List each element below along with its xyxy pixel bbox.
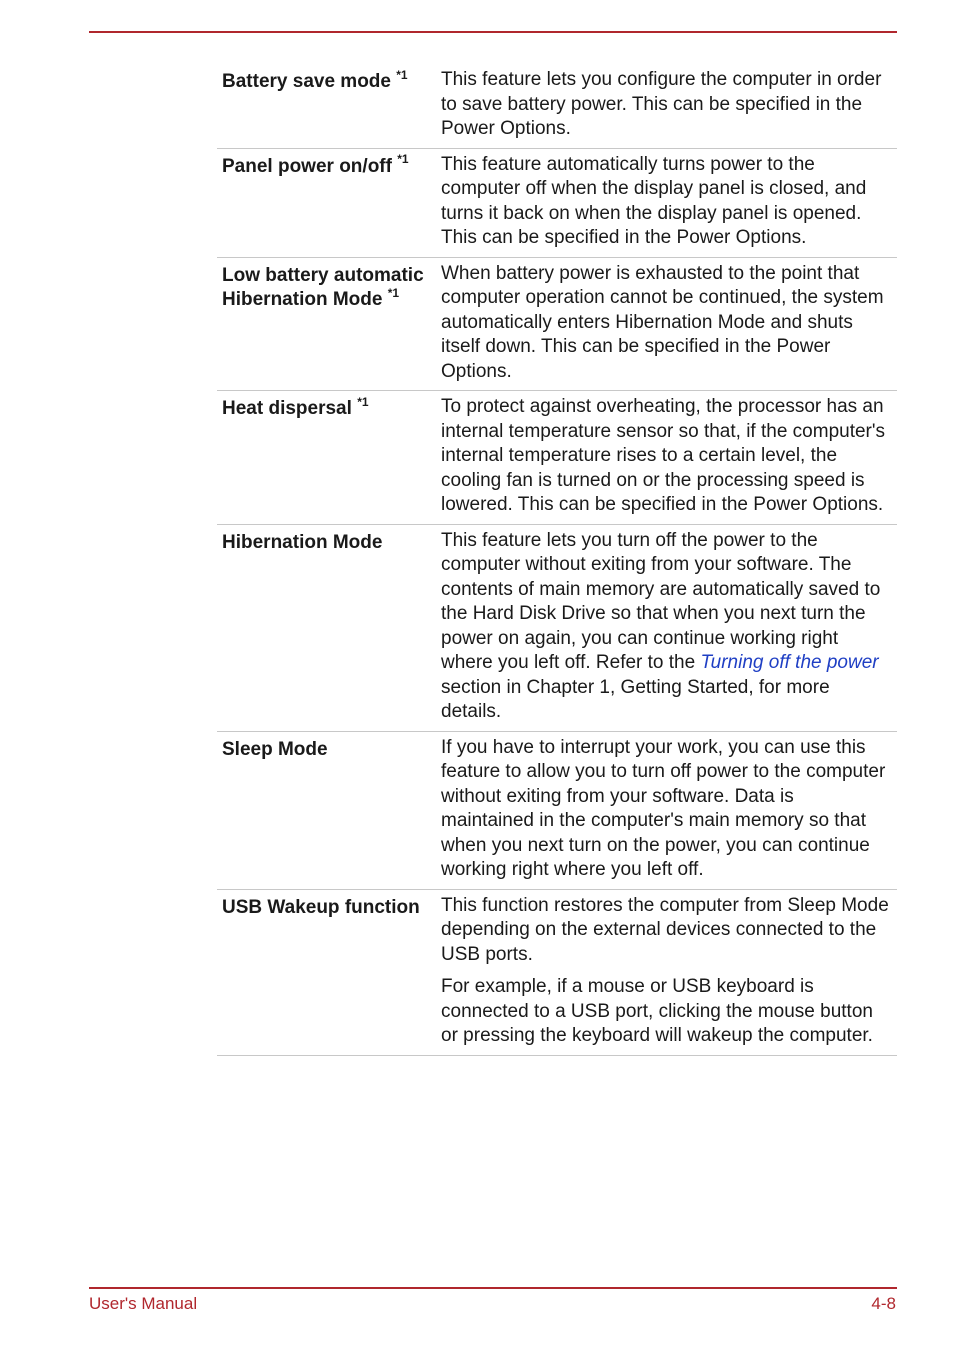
footnote-marker: *1 <box>357 394 369 409</box>
table-row <box>217 391 897 525</box>
power-features-table <box>217 64 897 1056</box>
footnote-marker: *1 <box>387 285 400 300</box>
footnote-marker: *1 <box>397 152 409 167</box>
feature-description: This feature automatically turns power to the computer off when the display panel is closed, and turns it back on when the display panel is opened. This can be specified in the Power Options. <box>441 153 867 248</box>
feature-term: Heat dispersal $^{*1}$ <box>222 394 369 419</box>
footnote-marker: *1 <box>396 67 408 82</box>
header-rule <box>89 31 897 33</box>
table-row <box>217 64 897 149</box>
feature-description: This function restores the computer from Sleep Mode depending on the external devices connected to the USB ports. For example, if a mouse or USB keyboard is connected to a USB port, clicking the mouse button or pressing the keyboard will wakeup the computer. <box>441 894 889 1046</box>
table-row <box>217 890 897 1056</box>
page-number: 4-8 <box>871 1294 896 1313</box>
feature-term: Hibernation Mode <box>222 531 383 553</box>
footer-manual-title: User's Manual <box>89 1294 198 1313</box>
feature-description: If you have to interrupt your work, you can use this feature to allow you to turn off power to the computer without exiting from your software. Data is maintained in the computer's main memory so that when you next turn on the power, you can continue working right where you left off. <box>441 736 886 880</box>
feature-description: This feature lets you turn off the power to the computer without exiting from your software. The contents of main memory are automatically saved to the Hard Disk Drive so that when you next turn the power on again, you can continue working right where you left off. Refer to the Turning off the power section in Chapter 1, Getting Started, for more details. <box>441 529 881 722</box>
feature-description: This feature lets you configure the computer in order to save battery power. This can be specified in the Power Options. <box>441 69 882 139</box>
feature-term: Sleep Mode <box>222 738 328 760</box>
feature-description: To protect against overheating, the processor has an internal temperature sensor so that, if the computer's internal temperature rises to a certain level, the cooling fan is turned on or the processing speed is lowered. This can be specified in the Power Options. <box>441 396 886 515</box>
feature-term: Low battery automatic Hibernation Mode $^{*1}$ <box>222 264 424 310</box>
feature-term: Battery save mode $^{*1}$ <box>222 67 408 92</box>
table-row <box>217 525 897 732</box>
table-row <box>217 258 897 392</box>
turning-off-power-link[interactable]: Turning off the power <box>700 652 879 673</box>
feature-term: USB Wakeup function <box>222 896 420 918</box>
footer-rule <box>89 1287 897 1289</box>
table-row <box>217 149 897 258</box>
feature-term: Panel power on/off $^{*1}$ <box>222 152 409 177</box>
table-row <box>217 732 897 890</box>
feature-description: When battery power is exhausted to the point that computer operation cannot be continued, the system automatically enters Hibernation Mode and shuts itself down. This can be specified in the Power Options. <box>441 262 884 382</box>
